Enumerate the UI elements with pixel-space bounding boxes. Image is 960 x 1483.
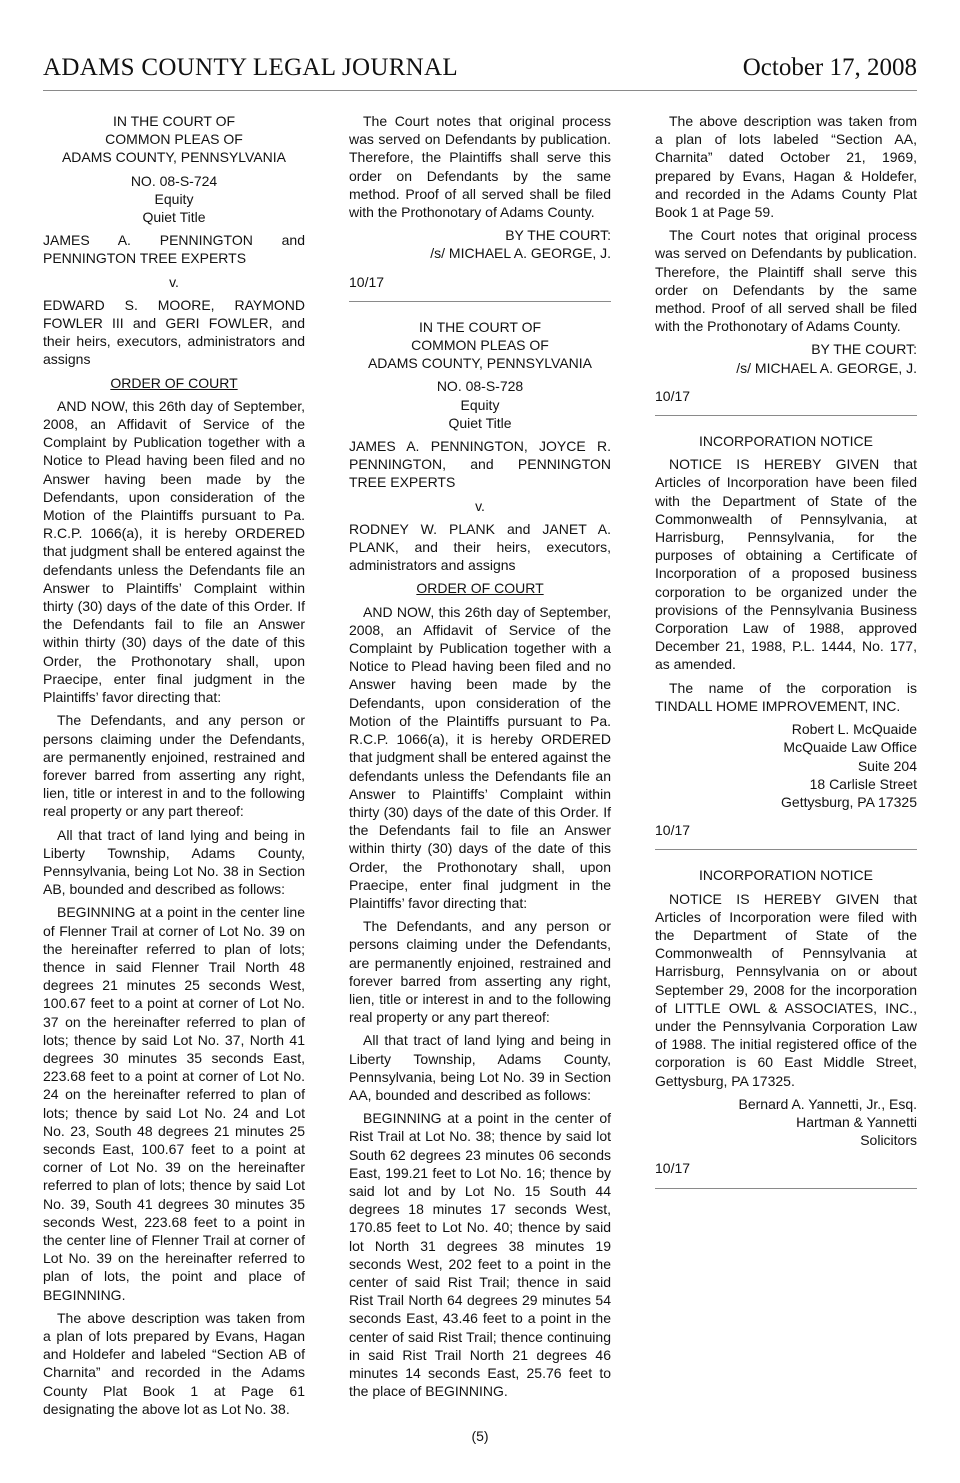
- divider: [349, 301, 611, 302]
- order-paragraph: The Defendants, and any person or persons claiming under the Defendants, are permanently enjoined, restrained and forever barred from asserting any right, lien, title or interest in and to the following real property or any part thereof:: [43, 712, 305, 820]
- court-signature: BY THE COURT: /s/ MICHAEL A. GEORGE, J.: [430, 227, 611, 262]
- divider: [655, 849, 917, 850]
- notice-heading: INCORPORATION NOTICE: [699, 433, 873, 450]
- versus: v.: [475, 497, 485, 514]
- order-paragraph: The Court notes that original process was served on Defendants by publication. Therefore, the Plaintiff shall serve this order on Defendants by the same method. Proof of all served shall be filed with the Prothonotary of Adams County.: [655, 227, 917, 335]
- order-paragraph: All that tract of land lying and being in Liberty Township, Adams County, Pennsylvania, being Lot No. 39 in Section AA, bounded and described as follows:: [349, 1032, 611, 1103]
- order-paragraph: BEGINNING at a point in the center line of Flenner Trail at corner of Lot No. 39 on the hereinafter referred to plan of lots; thence in said Flenner Trail North 48 degrees 21 minutes 25 seconds West, 100.67 feet to a point at corner of Lot No. 37 on the hereinafter referred to plan of lots; thence by said Lot No. 37, North 41 degrees 30 minutes 35 seconds East, 223.68 feet to a point at corner of Lot No. 24 on the hereinafter referred to plan of lots; thence by said Lot No. 24 and Lot No. 23, South 48 degrees 21 minutes 25 seconds East, 100.67 feet to a point at corner of Lot No. 39 on the hereinafter referred to plan of lots; thence by said Lot No. 39, South 41 degrees 30 minutes 35 seconds West, 223.68 feet to a point in the center line of Flenner Trail at corner of Lot No. 39 on the hereinafter referred to plan of lots, the point and place of BEGINNING.: [43, 904, 305, 1303]
- order-heading: ORDER OF COURT: [110, 374, 238, 391]
- versus: v.: [169, 273, 179, 290]
- order-paragraph: All that tract of land lying and being in Liberty Township, Adams County, Pennsylvania, being Lot No. 38 in Section AB, bounded and described as follows:: [43, 826, 305, 898]
- court-name: IN THE COURT OF COMMON PLEAS OF ADAMS COUNTY, PENNSYLVANIA: [367, 318, 593, 372]
- journal-header: [43, 54, 917, 91]
- court-signature: BY THE COURT: /s/ MICHAEL A. GEORGE, J.: [736, 341, 917, 376]
- order-paragraph: The Court notes that original process was served on Defendants by publication. Therefore, the Plaintiffs shall serve this order on Defendants by the same method. Proof of all served shall be filed with the Prothonotary of Adams County.: [349, 113, 611, 221]
- defendants: EDWARD S. MOORE, RAYMOND FOWLER III and GERI FOWLER, and their heirs, executors, administrators and assigns: [43, 296, 305, 368]
- court-name: IN THE COURT OF COMMON PLEAS OF ADAMS COUNTY, PENNSYLVANIA: [61, 113, 287, 166]
- plaintiffs: JAMES A. PENNINGTON and PENNINGTON TREE EXPERTS: [43, 232, 305, 267]
- column-3: [655, 112, 917, 1205]
- divider: [655, 415, 917, 416]
- attorney-signature: Bernard A. Yannetti, Jr., Esq. Hartman & Yannetti Solicitors: [738, 1095, 917, 1149]
- journal-title: ADAMS COUNTY LEGAL JOURNAL: [43, 54, 458, 81]
- plaintiffs: JAMES A. PENNINGTON, JOYCE R. PENNINGTON, and PENNINGTON TREE EXPERTS: [349, 438, 611, 491]
- order-paragraph: The above description was taken from a plan of lots prepared by Evans, Hagan and Holdefer and labeled “Section AB of Charnita” and recorded in the Adams County Plat Book 1 at Page 61 designating the above lot as Lot No. 38.: [43, 1309, 305, 1417]
- column-1: [43, 112, 305, 1423]
- defendants: RODNEY W. PLANK and JANET A. PLANK, and their heirs, executors, administrators and assigns: [349, 520, 611, 574]
- notice-paragraph: NOTICE IS HEREBY GIVEN that Articles of Incorporation were filed with the Department of State of the Commonwealth of Pennsylvania at Harrisburg, Pennsylvania on or about September 29, 2008 for the incorporation of LITTLE OWL & ASSOCIATES, INC., under the Pennsylvania Corporation Law of 1988. The initial registered office of the corporation is 60 East Middle Street, Gettysburg, PA 17325.: [655, 890, 917, 1089]
- notice-paragraph: NOTICE IS HEREBY GIVEN that Articles of Incorporation have been filed with the Department of State of the Commonwealth of Pennsylvania, at Harrisburg, Pennsylvania, for the purposes of obtaining a Certificate of Incorporation of a proposed business corporation to be organized under the provisions of the Pennsylvania Business Corporation Law of 1988, approved December 21, 1988, P.L. 1444, No. 177, as amended.: [655, 456, 917, 673]
- divider: [655, 1188, 917, 1189]
- publication-date-tag: 10/17: [655, 387, 691, 404]
- issue-date: October 17, 2008: [742, 54, 917, 81]
- order-paragraph: AND NOW, this 26th day of September, 2008, an Affidavit of Service of the Complaint by Publication together with a Notice to Plead having been filed and no Answer having been made by the Defendants, upon consideration of the Motion of the Plaintiffs pursuant to Pa. R.C.P. 1066(a), it is hereby ORDERED that judgment shall be entered against the defendants unless the Defendants file an Answer to Plaintiffs’ Complaint within thirty (30) days of the date of this Order. If the Defendants fail to file an Answer within thirty (30) days of the date of this Order, the Prothonotary shall, upon Praecipe, enter final judgment in the Plaintiffs’ favor directing that:: [43, 397, 305, 706]
- case-number: NO. 08-S-728 Equity Quiet Title: [436, 378, 524, 431]
- attorney-signature: Robert L. McQuaide McQuaide Law Office Suite 204 18 Carlisle Street Gettysburg, PA 17325: [781, 721, 917, 810]
- column-2: [349, 112, 611, 1405]
- publication-date-tag: 10/17: [349, 273, 385, 290]
- case-number: NO. 08-S-724 Equity Quiet Title: [130, 172, 218, 226]
- notice-paragraph: The name of the corporation is TINDALL HOME IMPROVEMENT, INC.: [655, 679, 917, 714]
- publication-date-tag: 10/17: [655, 822, 691, 839]
- publication-date-tag: 10/17: [655, 1160, 691, 1177]
- notice-heading: INCORPORATION NOTICE: [699, 867, 873, 884]
- order-heading: ORDER OF COURT: [416, 580, 544, 597]
- order-paragraph: The above description was taken from a plan of lots labeled “Section AA, Charnita” dated October 21, 1969, prepared by Evans, Hagan & Holdefer, and recorded in the Adams County Plat Book 1 at Page 59.: [655, 113, 917, 221]
- order-paragraph: AND NOW, this 26th day of September, 2008, an Affidavit of Service of the Complaint by Publication together with a Notice to Plead having been filed and no Answer having been made by the Defendants, upon consideration of the Motion of the Plaintiffs pursuant to Pa. R.C.P. 1066(a), it is hereby ORDERED that judgment shall be entered against the defendants unless the Defendants file an Answer to Plaintiffs’ Complaint within thirty (30) days of the date of this Order. If the Defendants fail to file an Answer within thirty (30) days of the date of this Order, the Prothonotary shall, upon Praecipe, enter final judgment in the Plaintiffs’ favor directing that:: [349, 603, 611, 911]
- order-paragraph: The Defendants, and any person or persons claiming under the Defendants, are permanently enjoined, restrained and forever barred from asserting any right, lien, title or interest in and to the following real property or any part thereof:: [349, 918, 611, 1026]
- order-paragraph: BEGINNING at a point in the center of Rist Trail at Lot No. 38; thence by said lot South 62 degrees 23 minutes 06 seconds East, 199.21 feet to Lot No. 16; thence by said lot and by Lot No. 15 South 44 degrees 18 minutes 17 seconds West, 170.85 feet to Lot No. 40; thence by said lot North 31 degrees 38 minutes 19 seconds West, 202 feet to a point in the center of said Rist Trail; thence in said Rist Trail North 64 degrees 29 minutes 54 seconds East, 43.46 feet to a point in the center of said Rist Trail; thence continuing in said Rist Trail North 21 degrees 46 minutes 14 seconds East, 25.76 feet to the place of BEGINNING.: [349, 1110, 611, 1400]
- page-number: (5): [471, 1428, 489, 1444]
